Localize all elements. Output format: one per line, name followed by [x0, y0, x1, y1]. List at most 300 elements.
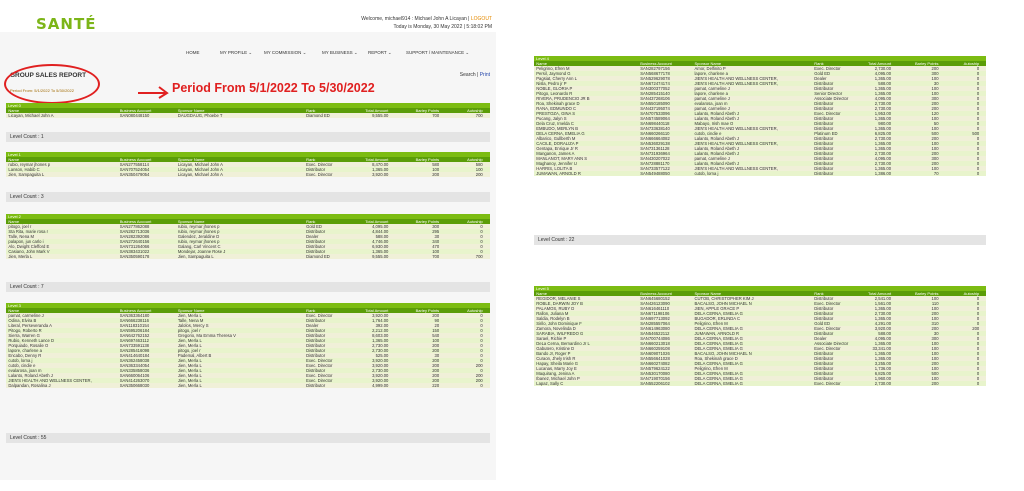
table-cell: 3,920.00 — [372, 358, 389, 363]
table-cell: Distributor — [814, 366, 834, 371]
table-cell: Gold ED — [814, 321, 831, 326]
table-cell: Gentapa, Enrique Jr R — [536, 146, 578, 151]
table-cell: SAN642762152 — [119, 333, 150, 338]
table-cell: Exec. Director — [814, 111, 841, 116]
table-cell: SAN728881170 — [640, 161, 670, 166]
table-cell: 100 — [931, 76, 939, 81]
table-cell: 0 — [480, 338, 483, 343]
level-3-rows — [6, 313, 490, 388]
table-cell: Jien, Sampaguita L — [177, 254, 214, 259]
table-cell: Distributor — [306, 353, 326, 358]
level-2-header: Level 2 — [6, 214, 490, 219]
table-cell: SAN426123090 — [640, 301, 670, 306]
table-cell: 1,365.00 — [874, 116, 892, 121]
brand-logo[interactable]: SANTÉ — [36, 15, 97, 33]
table-cell: SAN363364180 — [119, 313, 150, 318]
table-cell: SAN430207022 — [640, 156, 670, 161]
search-link[interactable]: Search — [459, 72, 476, 78]
table-cell: Dalpandan, Rosalina J — [8, 383, 51, 388]
table-cell: 470 — [432, 244, 440, 249]
table-cell: 0 — [976, 76, 980, 81]
table-cell: 0 — [976, 151, 980, 156]
table-cell: Dela Cruz, Imelda C — [536, 121, 574, 126]
table-cell: 588.00 — [878, 81, 892, 86]
table-cell: SAN285416098 — [119, 348, 150, 353]
table-cell: Alo, Dwight Clefford E — [8, 244, 50, 249]
column-header: Sponsor Name — [177, 219, 205, 224]
table-cell: DELA CERNA, EMELIA G — [694, 346, 743, 351]
table-cell: 1,365.00 — [874, 356, 892, 361]
table-cell: CACILE, DORALIZA P — [536, 141, 579, 146]
print-link[interactable]: Print — [479, 72, 490, 78]
table-cell: Sta Rita, marie rosa r — [8, 229, 48, 234]
table-cell: SAN700744086 — [640, 336, 670, 341]
table-cell: 4,291.00 — [874, 321, 892, 326]
table-cell: 70 — [933, 171, 939, 176]
table-cell: SAN285415140 — [640, 91, 670, 96]
table-cell: pitogo, joel r — [177, 328, 201, 333]
table-cell: 150 — [432, 328, 440, 333]
table-cell: SAN733638140 — [640, 126, 670, 131]
table-cell: 1,365.00 — [874, 316, 892, 321]
table-cell: Jien, Merla L — [177, 373, 202, 378]
table-cell: Zamora, Novelinda D — [536, 326, 576, 331]
table-cell: 100 — [931, 126, 939, 131]
table-cell: Exec. Director — [814, 326, 841, 331]
table-cell: Pademal, Albert B — [177, 353, 212, 358]
table-cell: 9,555.00 — [372, 254, 389, 259]
table-cell: 0 — [480, 348, 483, 353]
table-cell: 0 — [976, 121, 980, 126]
level-5-table — [534, 286, 986, 386]
table-cell: Lalanto, Roland Abeth J — [694, 116, 739, 121]
table-cell: Jien, Merla L — [177, 383, 202, 388]
table-cell: RIVERA, PRUDENCIO JR B — [536, 96, 590, 101]
table-cell: 6,825.00 — [874, 371, 892, 376]
table-cell: pamat, carmeline J — [694, 106, 730, 111]
nav-my-profile[interactable]: MY PROFILE ⌄ — [220, 50, 253, 55]
column-header: Autoship — [963, 291, 980, 296]
table-cell: JUMAWAN, ARNOLD R — [536, 171, 581, 176]
nav-my-commission[interactable]: MY COMMISSION ⌄ — [264, 50, 307, 55]
table-cell: 100 — [931, 296, 939, 301]
table-cell: Distributor — [814, 81, 834, 86]
table-cell: 0 — [976, 96, 980, 101]
table-cell: Distributor — [814, 156, 834, 161]
table-cell: 300 — [931, 96, 939, 101]
table-cell: 2,730.00 — [874, 101, 892, 106]
table-cell: SAN285557064 — [640, 321, 670, 326]
table-cell: SAN568677178 — [640, 71, 670, 76]
table-cell: 4,844.00 — [372, 229, 389, 234]
table-cell: 0 — [480, 239, 483, 244]
table-cell: 0 — [976, 111, 980, 116]
table-cell: PALAMOS, RUBY D — [536, 306, 575, 311]
table-cell: rubio, reymar jhones p — [8, 162, 51, 167]
table-cell: 2,730.00 — [874, 161, 892, 166]
table-cell: 2,730.00 — [874, 381, 892, 386]
annotation-arrow-icon — [137, 85, 171, 99]
table-cell: Exec. Director — [306, 363, 333, 368]
table-cell: 6,825.00 — [874, 131, 892, 136]
table-cell: 100 — [931, 166, 939, 171]
table-cell: Curaon, Jhely Irish R — [536, 356, 576, 361]
table-cell: Distributor — [814, 101, 834, 106]
level-count-label: Level Count : 3 — [10, 194, 44, 200]
table-cell: 0 — [976, 361, 980, 366]
table-cell: BACALSO, JOHN MICHAEL N — [694, 351, 752, 356]
table-cell: Distributor — [814, 136, 834, 141]
table-cell: 100 — [931, 351, 939, 356]
table-cell: 1,365.00 — [874, 306, 892, 311]
table-cell: 100 — [931, 376, 939, 381]
level-4-count — [534, 235, 986, 245]
table-cell: Distributor — [814, 316, 834, 321]
table-cell: Lalanto, Roland Abeth J — [8, 373, 53, 378]
table-cell: Distributor — [814, 166, 834, 171]
table-cell: Distributor — [306, 328, 326, 333]
table-cell: SAN733577122 — [640, 166, 670, 171]
column-header: Business Account — [119, 157, 152, 162]
column-header: Name — [8, 157, 20, 162]
table-cell: pamat, carmeline J — [694, 86, 730, 91]
table-cell: 2,730.00 — [372, 343, 389, 348]
annotation-period-text: Period From 5/1/2022 To 5/30/2022 — [172, 81, 375, 95]
column-header: Sponsor Name — [694, 291, 722, 296]
table-cell: Senior Director — [814, 91, 843, 96]
table-cell: 0 — [976, 106, 980, 111]
column-header: Autoship — [467, 219, 483, 224]
table-cell: Distributor — [306, 229, 326, 234]
table-cell: 588.00 — [375, 234, 389, 239]
table-cell: 340 — [432, 239, 440, 244]
table-cell: 200 — [931, 136, 939, 141]
table-cell: 0 — [976, 166, 980, 171]
table-cell: 20 — [434, 323, 440, 328]
table-cell: 4,999.00 — [372, 383, 389, 388]
table-cell: 700 — [432, 113, 440, 118]
table-cell: Roa, Shekinah grace D — [536, 101, 580, 106]
table-cell: Distributor — [814, 311, 834, 316]
table-cell: 1,365.00 — [874, 126, 892, 131]
table-cell: Distributor — [306, 338, 326, 343]
table-cell: 0 — [976, 381, 980, 386]
table-cell: 2,212.00 — [372, 328, 389, 333]
table-cell: 0 — [976, 126, 980, 131]
level-1-table — [6, 152, 490, 177]
table-cell: 100 — [931, 346, 939, 351]
table-cell: 0 — [976, 356, 980, 361]
table-cell: 0 — [976, 71, 980, 76]
table-cell: Talle, Nena M — [177, 318, 204, 323]
table-cell: SAN595206184 — [119, 328, 150, 333]
table-cell: 525.00 — [375, 353, 389, 358]
table-cell: 3,920.00 — [372, 313, 389, 318]
table-cell: SAN707533096 — [640, 111, 670, 116]
table-cell: 0 — [976, 171, 980, 176]
table-cell: ROBLE, DARWIN JOY B — [536, 301, 583, 306]
app-header — [0, 0, 496, 32]
table-cell: 200 — [931, 151, 939, 156]
level-count-label: Level Count : 1 — [10, 134, 44, 140]
column-header: Sponsor Name — [177, 108, 205, 113]
column-header: Total Amount — [365, 308, 389, 313]
table-cell: Galang, Carl Vincent C — [177, 244, 221, 249]
date-line: Today is Monday, 30 May 2022 | 5:18:02 PM — [393, 24, 492, 30]
column-header: Name — [536, 61, 547, 66]
table-cell: 1,365.00 — [874, 91, 892, 96]
table-cell: 500 — [931, 371, 939, 376]
table-cell: SARABIA, WILFREDO G — [536, 331, 584, 336]
table-cell: Pagsiat, Cherry Ann L — [536, 76, 577, 81]
table-cell: 0 — [976, 321, 980, 326]
table-cell: 0 — [976, 91, 980, 96]
table-cell: Distributor — [814, 116, 834, 121]
table-cell: SAN660266110 — [640, 131, 670, 136]
nav-home[interactable]: HOME — [186, 50, 200, 55]
nav-report[interactable]: REPORT ⌄ — [368, 50, 392, 55]
table-cell: 1,736.00 — [874, 366, 892, 371]
table-cell: Bando Jr, Roger P — [536, 351, 571, 356]
table-cell: SAN529629078 — [640, 76, 670, 81]
table-cell: 100 — [931, 86, 939, 91]
table-cell: SAN282713036 — [119, 229, 150, 234]
table-cell: Jien, Merla L — [177, 338, 202, 343]
table-cell: 4,095.00 — [874, 71, 892, 76]
table-cell: 0 — [480, 323, 483, 328]
table-cell: 100 — [931, 146, 939, 151]
table-cell: Distributor — [306, 383, 326, 388]
search-print-links — [460, 72, 490, 78]
table-cell: SAN660274082 — [640, 361, 670, 366]
table-cell: DeLa Cerna, Bernardino Jr L — [536, 341, 590, 346]
table-cell: 1,561.00 — [874, 301, 892, 306]
table-cell: 1,365.00 — [874, 146, 892, 151]
table-cell: DELA CERNA, EMELIA G — [694, 341, 743, 346]
table-cell: Lalanto, Roland Abeth J — [694, 151, 739, 156]
table-cell: 2,730.00 — [874, 136, 892, 141]
table-cell: SAN671198106 — [640, 311, 670, 316]
table-cell: 200 — [432, 313, 440, 318]
table-cell: Licayan, Michael John A — [8, 113, 54, 118]
table-cell: SAN574589064 — [640, 116, 670, 121]
table-cell: DELA CERNA, EMELIA G — [694, 371, 743, 376]
column-header: Name — [536, 291, 547, 296]
table-cell: Dealer — [814, 336, 827, 341]
column-header: Autoship — [467, 157, 483, 162]
table-cell: Lalanto, Roland Abeth J — [694, 146, 739, 151]
table-cell: 100 — [475, 167, 483, 172]
table-cell: 100 — [931, 366, 939, 371]
table-cell: 0 — [976, 331, 980, 336]
table-cell: Lalanto, Roland Abeth J — [694, 161, 739, 166]
table-cell: Mabayo, Irish mae O — [694, 121, 734, 126]
table-cell: SAN546522112 — [640, 331, 670, 336]
table-cell: Lalanto, Roland Abeth J — [694, 111, 739, 116]
table-cell: 500 — [972, 131, 980, 136]
table-cell: 700 — [475, 113, 483, 118]
table-cell: JUMAWAN, ARNOLD R — [694, 331, 740, 336]
column-header: Rank — [814, 291, 824, 296]
table-cell: Literal, Perseveranda A — [8, 323, 52, 328]
table-cell: Distributor — [814, 146, 834, 151]
table-cell: lapore, charlene a — [694, 71, 728, 76]
period-label: Period From: 5/1/2022 To 5/30/2022 — [10, 88, 74, 93]
level-3-header: Level 3 — [6, 303, 490, 308]
table-cell: Distributor — [814, 351, 834, 356]
table-cell: 200 — [931, 101, 939, 106]
column-header: Business Account — [640, 291, 672, 296]
table-cell: Exec. Director — [814, 381, 841, 386]
table-cell: DELA CERNA, EMELIA G — [694, 361, 743, 366]
table-cell: 295 — [432, 229, 440, 234]
table-cell: 4,095.00 — [372, 224, 389, 229]
table-cell: 0 — [976, 146, 980, 151]
table-cell: SAN414640184 — [119, 353, 150, 358]
nav-my-business[interactable]: MY BUSINESS ⌄ — [322, 50, 358, 55]
column-header: Rank — [306, 108, 316, 113]
column-header: Barley Points — [415, 219, 440, 224]
table-cell: 0 — [976, 141, 980, 146]
table-cell: Dealer — [814, 76, 827, 81]
table-cell: 0 — [480, 383, 483, 388]
column-header: Barley Points — [415, 157, 440, 162]
table-cell: 200 — [931, 381, 939, 386]
table-cell: 33,341.00 — [872, 346, 892, 351]
table-cell: Rallon, Juliana M — [536, 311, 569, 316]
column-header: Rank — [814, 61, 824, 66]
table-cell: Maquirang, Jenina A — [536, 371, 575, 376]
table-cell: 200 — [432, 348, 440, 353]
table-cell: Distributor — [814, 106, 834, 111]
table-cell: 0 — [976, 161, 980, 166]
table-cell: SAN414263070 — [119, 378, 150, 383]
table-cell: 4,095.00 — [874, 336, 892, 341]
table-cell: SAN731361128 — [640, 146, 670, 151]
table-cell: Lapaz, Sally C — [536, 381, 564, 386]
table-cell: Licayan, Michael John A — [177, 172, 223, 177]
table-cell: Hapay, Sheila Marie G — [536, 361, 579, 366]
table-cell: Associate Director — [814, 96, 849, 101]
table-cell: BACALSO, JOHN MICHAEL N — [694, 301, 752, 306]
table-cell: 0 — [976, 296, 980, 301]
table-cell: Porquiado, Rosalie O — [8, 343, 49, 348]
table-cell: 200 — [931, 106, 939, 111]
table-cell: 200 — [931, 361, 939, 366]
table-cell: 0 — [976, 336, 980, 341]
table-cell: 0 — [976, 341, 980, 346]
table-cell: 1,365.00 — [874, 166, 892, 171]
table-cell: SAN437195074 — [640, 106, 670, 111]
table-cell: Platinum ED — [814, 131, 838, 136]
table-cell: 0 — [976, 311, 980, 316]
table-row — [534, 381, 986, 386]
level-2-rows — [6, 224, 490, 259]
level-1-rows — [6, 162, 490, 177]
table-cell: Odina, Elvira B — [8, 318, 37, 323]
table-cell: 3,920.00 — [372, 363, 389, 368]
table-cell: 1,960.00 — [874, 376, 892, 381]
table-cell: 0 — [976, 66, 980, 71]
table-cell: JIEN'S HEALTH AND WELLNESS CENTER, — [694, 141, 778, 146]
table-cell: SAN731264066 — [119, 244, 150, 249]
table-cell: 0 — [480, 313, 483, 318]
table-cell: 580 — [432, 162, 440, 167]
table-cell: 100 — [931, 116, 939, 121]
table-cell: 300 — [931, 156, 939, 161]
table-cell: Dealer — [306, 234, 319, 239]
table-cell: 200 — [432, 363, 440, 368]
table-cell: 90 — [434, 318, 440, 323]
table-cell: JIEN'S HEALTH AND WELLNESS CENTER, — [694, 126, 778, 131]
table-cell: NOBLE, GLORIA P — [536, 86, 573, 91]
table-cell: 4,095.00 — [874, 96, 892, 101]
table-cell: 1,365.00 — [874, 86, 892, 91]
table-cell: Jien, Merla L — [8, 254, 33, 259]
table-cell: 0 — [976, 371, 980, 376]
column-header: Rank — [306, 308, 316, 313]
table-cell: Rubio, Kenneth Lance D — [8, 338, 55, 343]
table-cell: SAN731936964 — [640, 151, 670, 156]
level-4-rows — [534, 66, 986, 176]
table-cell: Peligrino, Efren M — [694, 321, 728, 326]
table-cell: 1,365.00 — [874, 341, 892, 346]
table-cell: 588.00 — [878, 331, 892, 336]
table-cell: Exec. Director — [814, 66, 841, 71]
table-cell: Mondejar, Joanne Rose J — [177, 249, 226, 254]
column-header: Business Account — [119, 308, 152, 313]
column-header: Business Account — [640, 61, 672, 66]
table-cell: DELA CERNA, EMELIA G — [694, 376, 743, 381]
table-cell: 2,730.00 — [372, 348, 389, 353]
nav-support[interactable]: SUPPORT / MAINTENANCE ⌄ — [406, 50, 470, 55]
table-cell: 200 — [931, 326, 939, 331]
table-cell: lapore, charlene a — [694, 91, 728, 96]
table-cell: 0 — [976, 156, 980, 161]
level-5-header: Level 5 — [534, 286, 986, 291]
table-cell: Dealer — [306, 323, 319, 328]
table-cell: EMBUDO, MERLYN B — [536, 126, 579, 131]
table-row — [6, 254, 490, 259]
table-cell: Licayan, Michael John A — [177, 162, 223, 167]
column-header: Autoship — [467, 308, 483, 313]
table-cell: 200 — [432, 343, 440, 348]
table-cell: Sirilo, John Dominique F — [536, 321, 582, 326]
level-5-rows — [534, 296, 986, 386]
table-cell: SAN660213018 — [640, 341, 670, 346]
table-cell: Gold ED — [306, 224, 322, 229]
table-cell: 980.00 — [878, 121, 892, 126]
table-cell: Lanson, Habib C — [8, 167, 40, 172]
level-1-header: Level 1 — [6, 152, 490, 157]
table-cell: SAN660259108 — [640, 346, 670, 351]
table-cell: Distributor — [814, 331, 834, 336]
column-header: Name — [8, 219, 20, 224]
table-cell: SAN697713092 — [640, 316, 670, 321]
table-cell: evalarosa, joan m — [694, 101, 728, 106]
table-cell: 200 — [931, 161, 939, 166]
table-cell: 100 — [432, 249, 440, 254]
logout-link[interactable]: LOGOUT — [470, 16, 492, 22]
table-cell: SAN350479054 — [119, 172, 150, 177]
table-cell: Casiano, John Mark V — [8, 249, 50, 254]
column-header: Name — [8, 108, 20, 113]
table-cell: SAN362458038 — [119, 358, 150, 363]
table-cell: pitogo, joel r — [8, 224, 32, 229]
table-cell: Roa, Shekinah grace D — [694, 356, 738, 361]
table-cell: 100 — [931, 91, 939, 96]
table-cell: SAN616461110 — [640, 306, 670, 311]
